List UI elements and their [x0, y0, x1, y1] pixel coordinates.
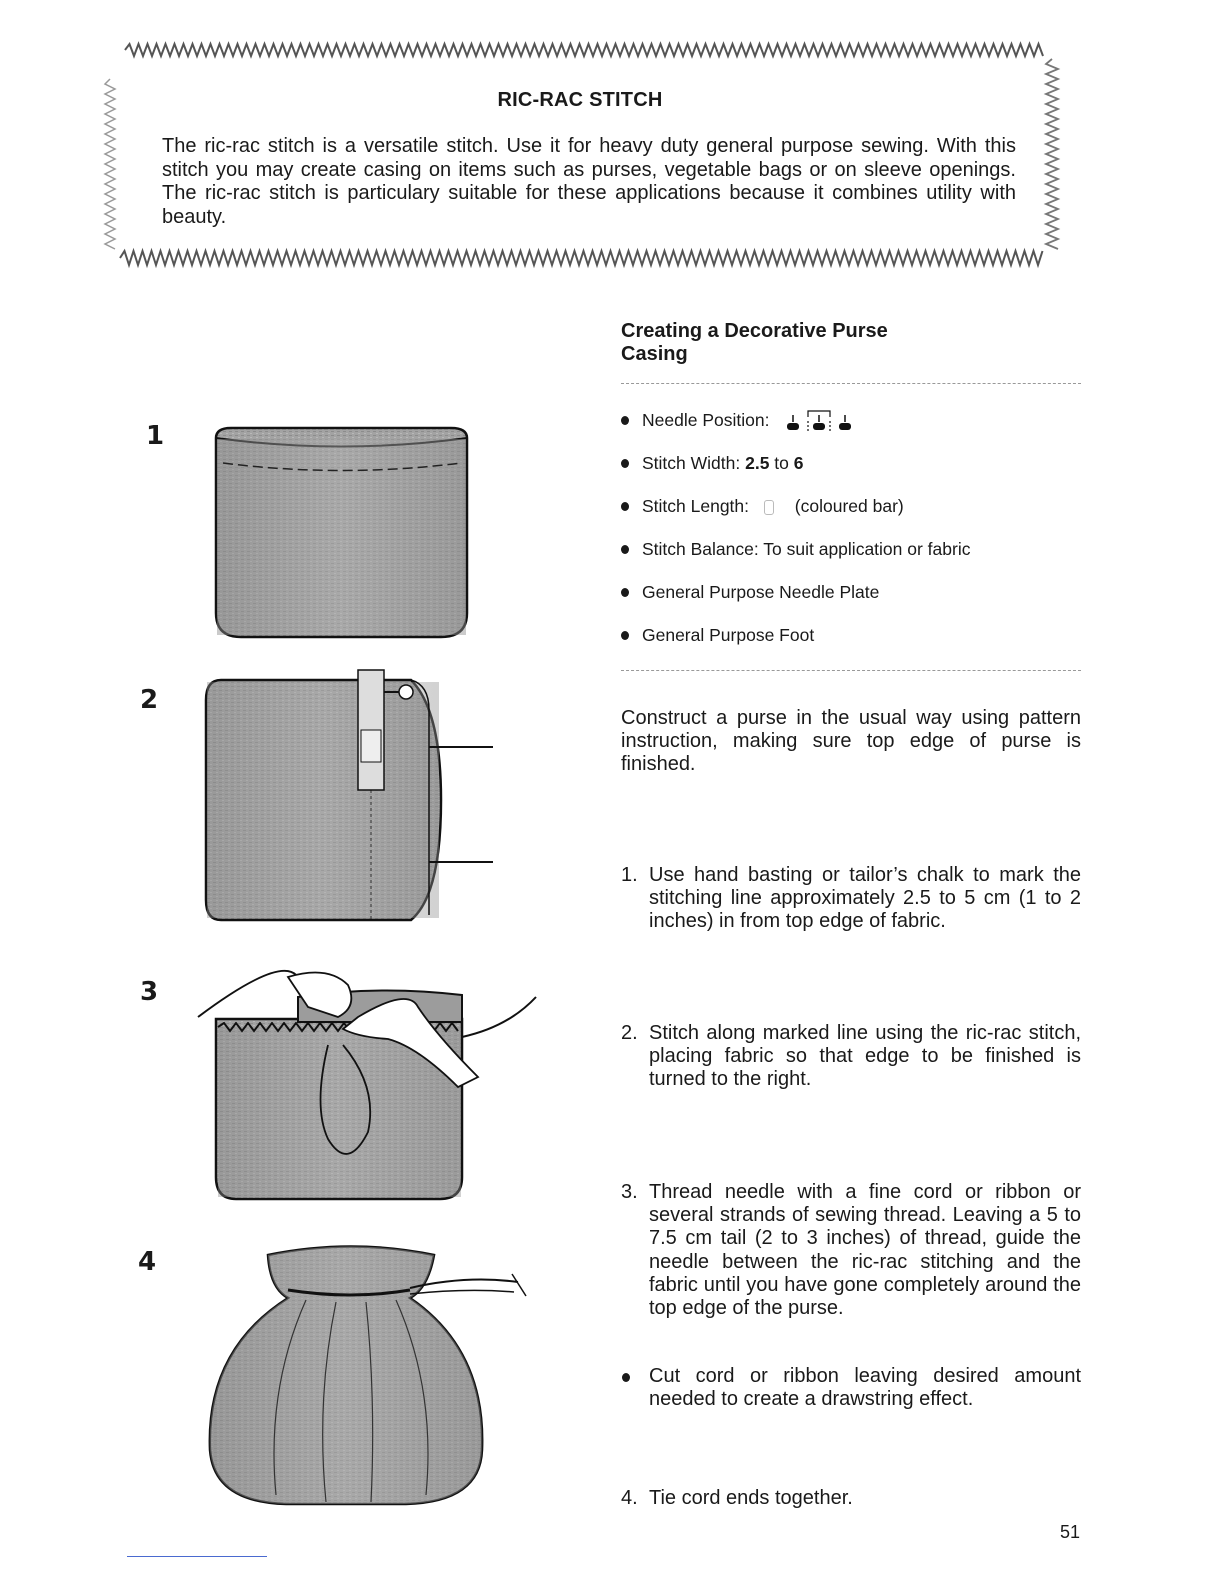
figure-label-1: 1: [146, 421, 165, 451]
intro-paragraph: The ric-rac stitch is a versatile stitch. Use it for heavy duty general purpose sewing. With this stitch you may create casing on items such as purses, vegetable bags or on sleeve openings. The ric-rac stitch is particulary suitable for these applications because it combines utility with beauty.: [162, 135, 1016, 228]
spec-label: Stitch Width:: [642, 453, 741, 473]
bullet-icon: [621, 545, 629, 554]
bullet-icon: [621, 459, 629, 468]
step-text: Use hand basting or tailor’s chalk to mark the stitching line approximately 2.5 to 5 cm (1 to 2 inches) in from top edge of fabric.: [649, 864, 1081, 933]
step-number: 3.: [621, 1181, 638, 1203]
step-text: Stitch along marked line using the ric-rac stitch, placing fabric so that edge to be finished is turned to the right.: [649, 1022, 1081, 1091]
spec-needle-plate: [621, 578, 1081, 621]
spec-stitch-length: [621, 492, 1081, 535]
spec-label: General Purpose Needle Plate: [642, 582, 880, 602]
step-number: 1.: [621, 864, 638, 886]
needle-position-icons: [782, 407, 872, 435]
illustrations-panel: [96, 385, 576, 1515]
spec-label: Stitch Balance: To suit application or fabric: [642, 539, 971, 559]
coloured-bar-icon: [764, 500, 774, 515]
bullet-icon: [622, 1373, 630, 1382]
figure-2-stitching-on-machine: [201, 670, 501, 930]
step-text: Tie cord ends together.: [649, 1487, 853, 1509]
spec-stitch-width: [621, 449, 1081, 492]
spec-stitch-balance: [621, 535, 1081, 578]
spec-note: (coloured bar): [794, 496, 904, 516]
spec-label: General Purpose Foot: [642, 625, 815, 645]
spec-value-max: 6: [793, 453, 804, 473]
bullet-icon: [621, 502, 629, 511]
settings-list: [621, 406, 1081, 664]
ric-rac-header-box: [100, 34, 1060, 274]
spec-label: Stitch Length:: [642, 496, 750, 516]
section-title: Creating a Decorative Purse Casing: [621, 320, 888, 365]
spec-label: Needle Position:: [642, 410, 770, 430]
step-number: 4.: [621, 1487, 638, 1509]
figure-label-3: 3: [140, 977, 159, 1007]
step-text: Cut cord or ribbon leaving desired amount needed to create a drawstring effect.: [649, 1365, 1081, 1411]
figure-1-purse-marked-line: [211, 423, 473, 645]
step-text: Thread needle with a fine cord or ribbon or several strands of sewing thread. Leaving a 5 to 7.5 cm tail (2 to 3 inches) of thread, guide the needle between the ric-rac stitching and the fabric until you have gone completely around the top edge of the purse.: [649, 1181, 1081, 1320]
section-top-rule: [621, 383, 1081, 384]
bullet-icon: [621, 416, 629, 425]
section-bottom-rule: [621, 670, 1081, 671]
spec-value-sep: to: [769, 453, 794, 473]
spec-value-min: 2.5: [745, 453, 770, 473]
footer-line: [127, 1556, 267, 1557]
spec-needle-position: [621, 406, 1081, 449]
construct-paragraph: Construct a purse in the usual way using pattern instruction, making sure top edge of purse is finished.: [621, 707, 1081, 776]
figure-3-threading-cord: [178, 967, 538, 1217]
bullet-icon: [621, 631, 629, 640]
spec-foot: [621, 621, 1081, 664]
page-title: RIC-RAC STITCH: [497, 89, 663, 111]
step-number: 2.: [621, 1022, 638, 1044]
figure-4-drawstring-purse: [196, 1240, 536, 1510]
page-number: 51: [1060, 1522, 1081, 1542]
bullet-icon: [621, 588, 629, 597]
figure-label-4: 4: [138, 1247, 157, 1277]
figure-label-2: 2: [140, 685, 159, 715]
